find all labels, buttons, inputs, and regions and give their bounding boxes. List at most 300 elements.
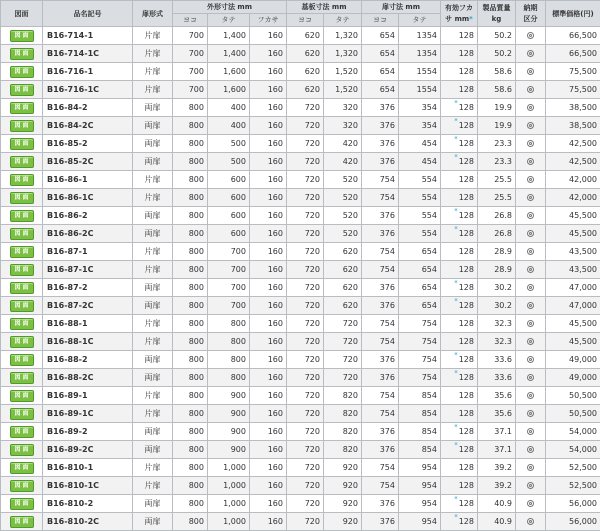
door-yoko: 376 [362, 279, 399, 297]
weight: 37.1 [478, 441, 516, 459]
base-yoko: 720 [287, 315, 324, 333]
table-row [1, 171, 600, 189]
outer-yoko: 700 [173, 45, 208, 63]
door-type: 片扉 [133, 477, 173, 495]
door-yoko: 754 [362, 333, 399, 351]
effective-depth-value: 128 [459, 121, 474, 130]
table-row [1, 441, 600, 459]
door-tate: 854 [399, 405, 441, 423]
header-weight-line1: 製品質量 [483, 4, 511, 12]
product-code: B16-87-1C [43, 261, 133, 279]
product-code: B16-84-2 [43, 99, 133, 117]
door-yoko: 654 [362, 27, 399, 45]
weight: 23.3 [478, 153, 516, 171]
product-code: B16-86-1C [43, 189, 133, 207]
figure-button[interactable]: 図 面 [10, 336, 34, 348]
outer-yoko: 800 [173, 189, 208, 207]
weight: 32.3 [478, 315, 516, 333]
outer-yoko: 800 [173, 297, 208, 315]
delivery-cell [516, 117, 546, 135]
figure-cell [1, 153, 43, 171]
price: 75,500 [546, 81, 600, 99]
effective-depth-value: 128 [459, 157, 474, 166]
table-row [1, 333, 600, 351]
figure-button[interactable]: 図 面 [10, 84, 34, 96]
table-row [1, 45, 600, 63]
effective-depth-value: 128 [459, 499, 474, 508]
effective-depth [441, 387, 478, 405]
weight: 23.3 [478, 135, 516, 153]
outer-yoko: 800 [173, 315, 208, 333]
figure-button[interactable]: 図 面 [10, 498, 34, 510]
outer-yoko: 800 [173, 513, 208, 531]
outer-tate: 600 [208, 225, 250, 243]
price: 38,500 [546, 99, 600, 117]
weight: 37.1 [478, 423, 516, 441]
figure-button[interactable]: 図 面 [10, 246, 34, 258]
outer-tate: 900 [208, 387, 250, 405]
outer-fukasa: 160 [250, 261, 287, 279]
effective-depth [441, 477, 478, 495]
table-row [1, 189, 600, 207]
weight: 30.2 [478, 279, 516, 297]
price: 47,000 [546, 297, 600, 315]
table-row [1, 405, 600, 423]
table-row [1, 351, 600, 369]
product-code: B16-86-2 [43, 207, 133, 225]
base-tate: 920 [324, 495, 362, 513]
base-tate: 520 [324, 171, 362, 189]
weight: 35.6 [478, 387, 516, 405]
price: 45,500 [546, 225, 600, 243]
delivery-cell [516, 171, 546, 189]
header-door-yoko: ヨコ [362, 14, 399, 27]
outer-tate: 1,600 [208, 63, 250, 81]
door-type: 片扉 [133, 315, 173, 333]
outer-yoko: 800 [173, 171, 208, 189]
table-row [1, 315, 600, 333]
base-yoko: 720 [287, 459, 324, 477]
weight: 33.6 [478, 351, 516, 369]
figure-button[interactable]: 図 面 [10, 264, 34, 276]
base-yoko: 720 [287, 351, 324, 369]
base-yoko: 720 [287, 153, 324, 171]
door-type: 片扉 [133, 333, 173, 351]
figure-button[interactable]: 図 面 [10, 156, 34, 168]
asterisk-mark: * [454, 279, 458, 287]
figure-button[interactable]: 図 面 [10, 66, 34, 78]
door-tate: 954 [399, 495, 441, 513]
figure-button[interactable]: 図 面 [10, 372, 34, 384]
effective-depth [441, 441, 478, 459]
asterisk-mark: * [454, 351, 458, 359]
double-circle-icon [527, 356, 534, 363]
table-row [1, 225, 600, 243]
weight: 28.9 [478, 243, 516, 261]
figure-button[interactable]: 図 面 [10, 408, 34, 420]
outer-yoko: 800 [173, 441, 208, 459]
weight: 30.2 [478, 297, 516, 315]
asterisk-mark: * [454, 297, 458, 305]
table-row [1, 261, 600, 279]
product-code: B16-89-2C [43, 441, 133, 459]
base-yoko: 720 [287, 423, 324, 441]
base-tate: 520 [324, 189, 362, 207]
door-tate: 954 [399, 459, 441, 477]
door-yoko: 376 [362, 99, 399, 117]
base-yoko: 720 [287, 243, 324, 261]
price: 50,500 [546, 387, 600, 405]
effective-depth-value: 128 [459, 265, 474, 274]
product-code: B16-88-2C [43, 369, 133, 387]
figure-cell [1, 171, 43, 189]
effective-depth-value: 128 [459, 355, 474, 364]
outer-yoko: 800 [173, 99, 208, 117]
weight: 32.3 [478, 333, 516, 351]
door-type: 両扉 [133, 495, 173, 513]
effective-depth [441, 171, 478, 189]
effective-depth [441, 351, 478, 369]
door-tate: 554 [399, 189, 441, 207]
door-tate: 754 [399, 369, 441, 387]
effective-depth-value: 128 [459, 139, 474, 148]
outer-fukasa: 160 [250, 63, 287, 81]
header-outer-fukasa: フカサ [250, 14, 287, 27]
door-yoko: 654 [362, 45, 399, 63]
base-tate: 1,320 [324, 27, 362, 45]
outer-fukasa: 160 [250, 405, 287, 423]
effective-depth [441, 27, 478, 45]
effective-depth-value: 128 [459, 409, 474, 418]
base-tate: 820 [324, 405, 362, 423]
outer-yoko: 800 [173, 207, 208, 225]
header-delivery-line2: 区分 [524, 15, 538, 23]
product-code: B16-87-2 [43, 279, 133, 297]
effective-depth [441, 495, 478, 513]
outer-fukasa: 160 [250, 243, 287, 261]
header-door-tate: タテ [399, 14, 441, 27]
asterisk-mark: * [454, 441, 458, 449]
base-tate: 620 [324, 279, 362, 297]
figure-cell [1, 387, 43, 405]
effective-depth-value: 128 [459, 49, 474, 58]
base-tate: 520 [324, 207, 362, 225]
delivery-cell [516, 189, 546, 207]
base-yoko: 720 [287, 135, 324, 153]
outer-tate: 1,600 [208, 81, 250, 99]
figure-cell [1, 225, 43, 243]
effective-depth-value: 128 [459, 337, 474, 346]
base-tate: 320 [324, 117, 362, 135]
figure-button[interactable]: 図 面 [10, 192, 34, 204]
figure-button[interactable]: 図 面 [10, 120, 34, 132]
outer-tate: 700 [208, 261, 250, 279]
base-yoko: 720 [287, 171, 324, 189]
base-yoko: 720 [287, 369, 324, 387]
effective-depth-value: 128 [459, 175, 474, 184]
effective-depth [441, 333, 478, 351]
delivery-cell [516, 81, 546, 99]
door-type: 両扉 [133, 225, 173, 243]
figure-button[interactable]: 図 面 [10, 210, 34, 222]
effective-depth [441, 459, 478, 477]
double-circle-icon [527, 482, 534, 489]
double-circle-icon [527, 500, 534, 507]
figure-cell [1, 81, 43, 99]
outer-fukasa: 160 [250, 387, 287, 405]
door-tate: 954 [399, 513, 441, 531]
header-delivery [516, 1, 546, 27]
door-type: 両扉 [133, 297, 173, 315]
asterisk-mark: * [454, 369, 458, 377]
base-yoko: 620 [287, 27, 324, 45]
double-circle-icon [527, 50, 534, 57]
figure-cell [1, 351, 43, 369]
outer-fukasa: 160 [250, 459, 287, 477]
figure-button[interactable]: 図 面 [10, 426, 34, 438]
door-yoko: 376 [362, 153, 399, 171]
outer-tate: 500 [208, 135, 250, 153]
door-yoko: 376 [362, 297, 399, 315]
weight: 35.6 [478, 405, 516, 423]
double-circle-icon [527, 428, 534, 435]
door-tate: 1354 [399, 27, 441, 45]
door-type: 片扉 [133, 459, 173, 477]
table-row [1, 117, 600, 135]
delivery-cell [516, 423, 546, 441]
weight: 50.2 [478, 45, 516, 63]
outer-yoko: 800 [173, 243, 208, 261]
base-yoko: 720 [287, 189, 324, 207]
outer-yoko: 700 [173, 27, 208, 45]
outer-fukasa: 160 [250, 423, 287, 441]
weight: 40.9 [478, 495, 516, 513]
base-tate: 1,520 [324, 63, 362, 81]
outer-fukasa: 160 [250, 513, 287, 531]
door-tate: 854 [399, 423, 441, 441]
header-effective-depth [441, 1, 478, 27]
figure-cell [1, 63, 43, 81]
figure-button[interactable]: 図 面 [10, 480, 34, 492]
figure-button[interactable]: 図 面 [10, 516, 34, 528]
base-yoko: 720 [287, 405, 324, 423]
figure-button[interactable]: 図 面 [10, 228, 34, 240]
product-code: B16-810-2C [43, 513, 133, 531]
table-row [1, 207, 600, 225]
delivery-cell [516, 297, 546, 315]
product-code: B16-85-2 [43, 135, 133, 153]
door-yoko: 376 [362, 351, 399, 369]
price: 42,500 [546, 135, 600, 153]
delivery-cell [516, 207, 546, 225]
outer-tate: 500 [208, 153, 250, 171]
outer-tate: 600 [208, 171, 250, 189]
effective-depth [441, 297, 478, 315]
figure-button[interactable]: 図 面 [10, 174, 34, 186]
door-yoko: 376 [362, 369, 399, 387]
outer-tate: 600 [208, 189, 250, 207]
figure-cell [1, 135, 43, 153]
door-yoko: 754 [362, 261, 399, 279]
outer-yoko: 800 [173, 423, 208, 441]
delivery-cell [516, 351, 546, 369]
delivery-cell [516, 153, 546, 171]
header-door: 扉形式 [133, 1, 173, 27]
figure-button[interactable]: 図 面 [10, 48, 34, 60]
effective-depth [441, 225, 478, 243]
price: 42,000 [546, 171, 600, 189]
header-name: 品名記号 [43, 1, 133, 27]
product-code: B16-810-1C [43, 477, 133, 495]
effective-depth-value: 128 [459, 103, 474, 112]
outer-fukasa: 160 [250, 135, 287, 153]
figure-cell [1, 459, 43, 477]
effective-depth-value: 128 [459, 391, 474, 400]
double-circle-icon [527, 518, 534, 525]
outer-yoko: 800 [173, 495, 208, 513]
weight: 19.9 [478, 117, 516, 135]
header-base-tate: タテ [324, 14, 362, 27]
outer-tate: 400 [208, 117, 250, 135]
door-yoko: 376 [362, 117, 399, 135]
outer-fukasa: 160 [250, 189, 287, 207]
outer-fukasa: 160 [250, 153, 287, 171]
outer-yoko: 800 [173, 153, 208, 171]
table-row [1, 369, 600, 387]
door-tate: 354 [399, 99, 441, 117]
effective-depth [441, 63, 478, 81]
effective-depth [441, 369, 478, 387]
figure-button[interactable]: 図 面 [10, 462, 34, 474]
door-type: 両扉 [133, 351, 173, 369]
figure-button[interactable]: 図 面 [10, 102, 34, 114]
header-eff-line2: サ mm [445, 15, 469, 23]
outer-tate: 800 [208, 315, 250, 333]
effective-depth [441, 189, 478, 207]
base-yoko: 720 [287, 477, 324, 495]
outer-tate: 1,400 [208, 45, 250, 63]
base-tate: 1,320 [324, 45, 362, 63]
effective-depth-value: 128 [459, 31, 474, 40]
figure-cell [1, 405, 43, 423]
table-row [1, 423, 600, 441]
weight: 40.9 [478, 513, 516, 531]
outer-yoko: 700 [173, 63, 208, 81]
figure-button[interactable]: 図 面 [10, 300, 34, 312]
delivery-cell [516, 27, 546, 45]
outer-yoko: 800 [173, 477, 208, 495]
figure-button[interactable]: 図 面 [10, 282, 34, 294]
effective-depth [441, 423, 478, 441]
figure-cell [1, 99, 43, 117]
outer-tate: 400 [208, 99, 250, 117]
outer-fukasa: 160 [250, 171, 287, 189]
header-delivery-line1: 納期 [524, 4, 538, 12]
weight: 28.9 [478, 261, 516, 279]
product-code: B16-89-1 [43, 387, 133, 405]
outer-yoko: 800 [173, 405, 208, 423]
door-type: 両扉 [133, 279, 173, 297]
effective-depth [441, 243, 478, 261]
base-tate: 720 [324, 333, 362, 351]
price: 52,500 [546, 459, 600, 477]
effective-depth-value: 128 [459, 427, 474, 436]
base-tate: 620 [324, 297, 362, 315]
door-type: 両扉 [133, 441, 173, 459]
figure-cell [1, 27, 43, 45]
asterisk-mark: * [454, 207, 458, 215]
base-tate: 720 [324, 315, 362, 333]
header-base-size: 基板寸法 mm [287, 1, 362, 14]
figure-button[interactable]: 図 面 [10, 354, 34, 366]
double-circle-icon [527, 140, 534, 147]
delivery-cell [516, 135, 546, 153]
door-tate: 654 [399, 243, 441, 261]
outer-yoko: 700 [173, 81, 208, 99]
header-base-yoko: ヨコ [287, 14, 324, 27]
outer-yoko: 800 [173, 387, 208, 405]
header-outer-size: 外形寸法 mm [173, 1, 287, 14]
product-code: B16-88-1 [43, 315, 133, 333]
double-circle-icon [527, 338, 534, 345]
door-yoko: 654 [362, 63, 399, 81]
door-type: 片扉 [133, 189, 173, 207]
delivery-cell [516, 459, 546, 477]
table-row [1, 27, 600, 45]
header-figure: 図面 [1, 1, 43, 27]
figure-cell [1, 423, 43, 441]
outer-tate: 1,000 [208, 495, 250, 513]
price: 52,500 [546, 477, 600, 495]
figure-button[interactable]: 図 面 [10, 390, 34, 402]
base-yoko: 720 [287, 333, 324, 351]
table-row [1, 477, 600, 495]
figure-button[interactable]: 図 面 [10, 138, 34, 150]
door-tate: 1554 [399, 63, 441, 81]
outer-fukasa: 160 [250, 45, 287, 63]
door-tate: 1354 [399, 45, 441, 63]
outer-fukasa: 160 [250, 279, 287, 297]
outer-tate: 900 [208, 423, 250, 441]
figure-button[interactable]: 図 面 [10, 30, 34, 42]
door-type: 両扉 [133, 207, 173, 225]
door-yoko: 754 [362, 477, 399, 495]
effective-depth-value: 128 [459, 283, 474, 292]
door-type: 片扉 [133, 243, 173, 261]
door-tate: 654 [399, 297, 441, 315]
effective-depth [441, 45, 478, 63]
price: 45,500 [546, 207, 600, 225]
header-eff-line1: 有効フカ [445, 4, 473, 12]
outer-fukasa: 160 [250, 315, 287, 333]
base-tate: 920 [324, 477, 362, 495]
double-circle-icon [527, 446, 534, 453]
weight: 58.6 [478, 63, 516, 81]
door-tate: 954 [399, 477, 441, 495]
figure-button[interactable]: 図 面 [10, 318, 34, 330]
door-type: 片扉 [133, 81, 173, 99]
base-yoko: 720 [287, 279, 324, 297]
base-tate: 620 [324, 261, 362, 279]
door-yoko: 754 [362, 387, 399, 405]
figure-button[interactable]: 図 面 [10, 444, 34, 456]
price: 42,000 [546, 189, 600, 207]
price: 50,500 [546, 405, 600, 423]
product-code: B16-810-2 [43, 495, 133, 513]
outer-fukasa: 160 [250, 297, 287, 315]
effective-depth [441, 99, 478, 117]
door-type: 両扉 [133, 369, 173, 387]
